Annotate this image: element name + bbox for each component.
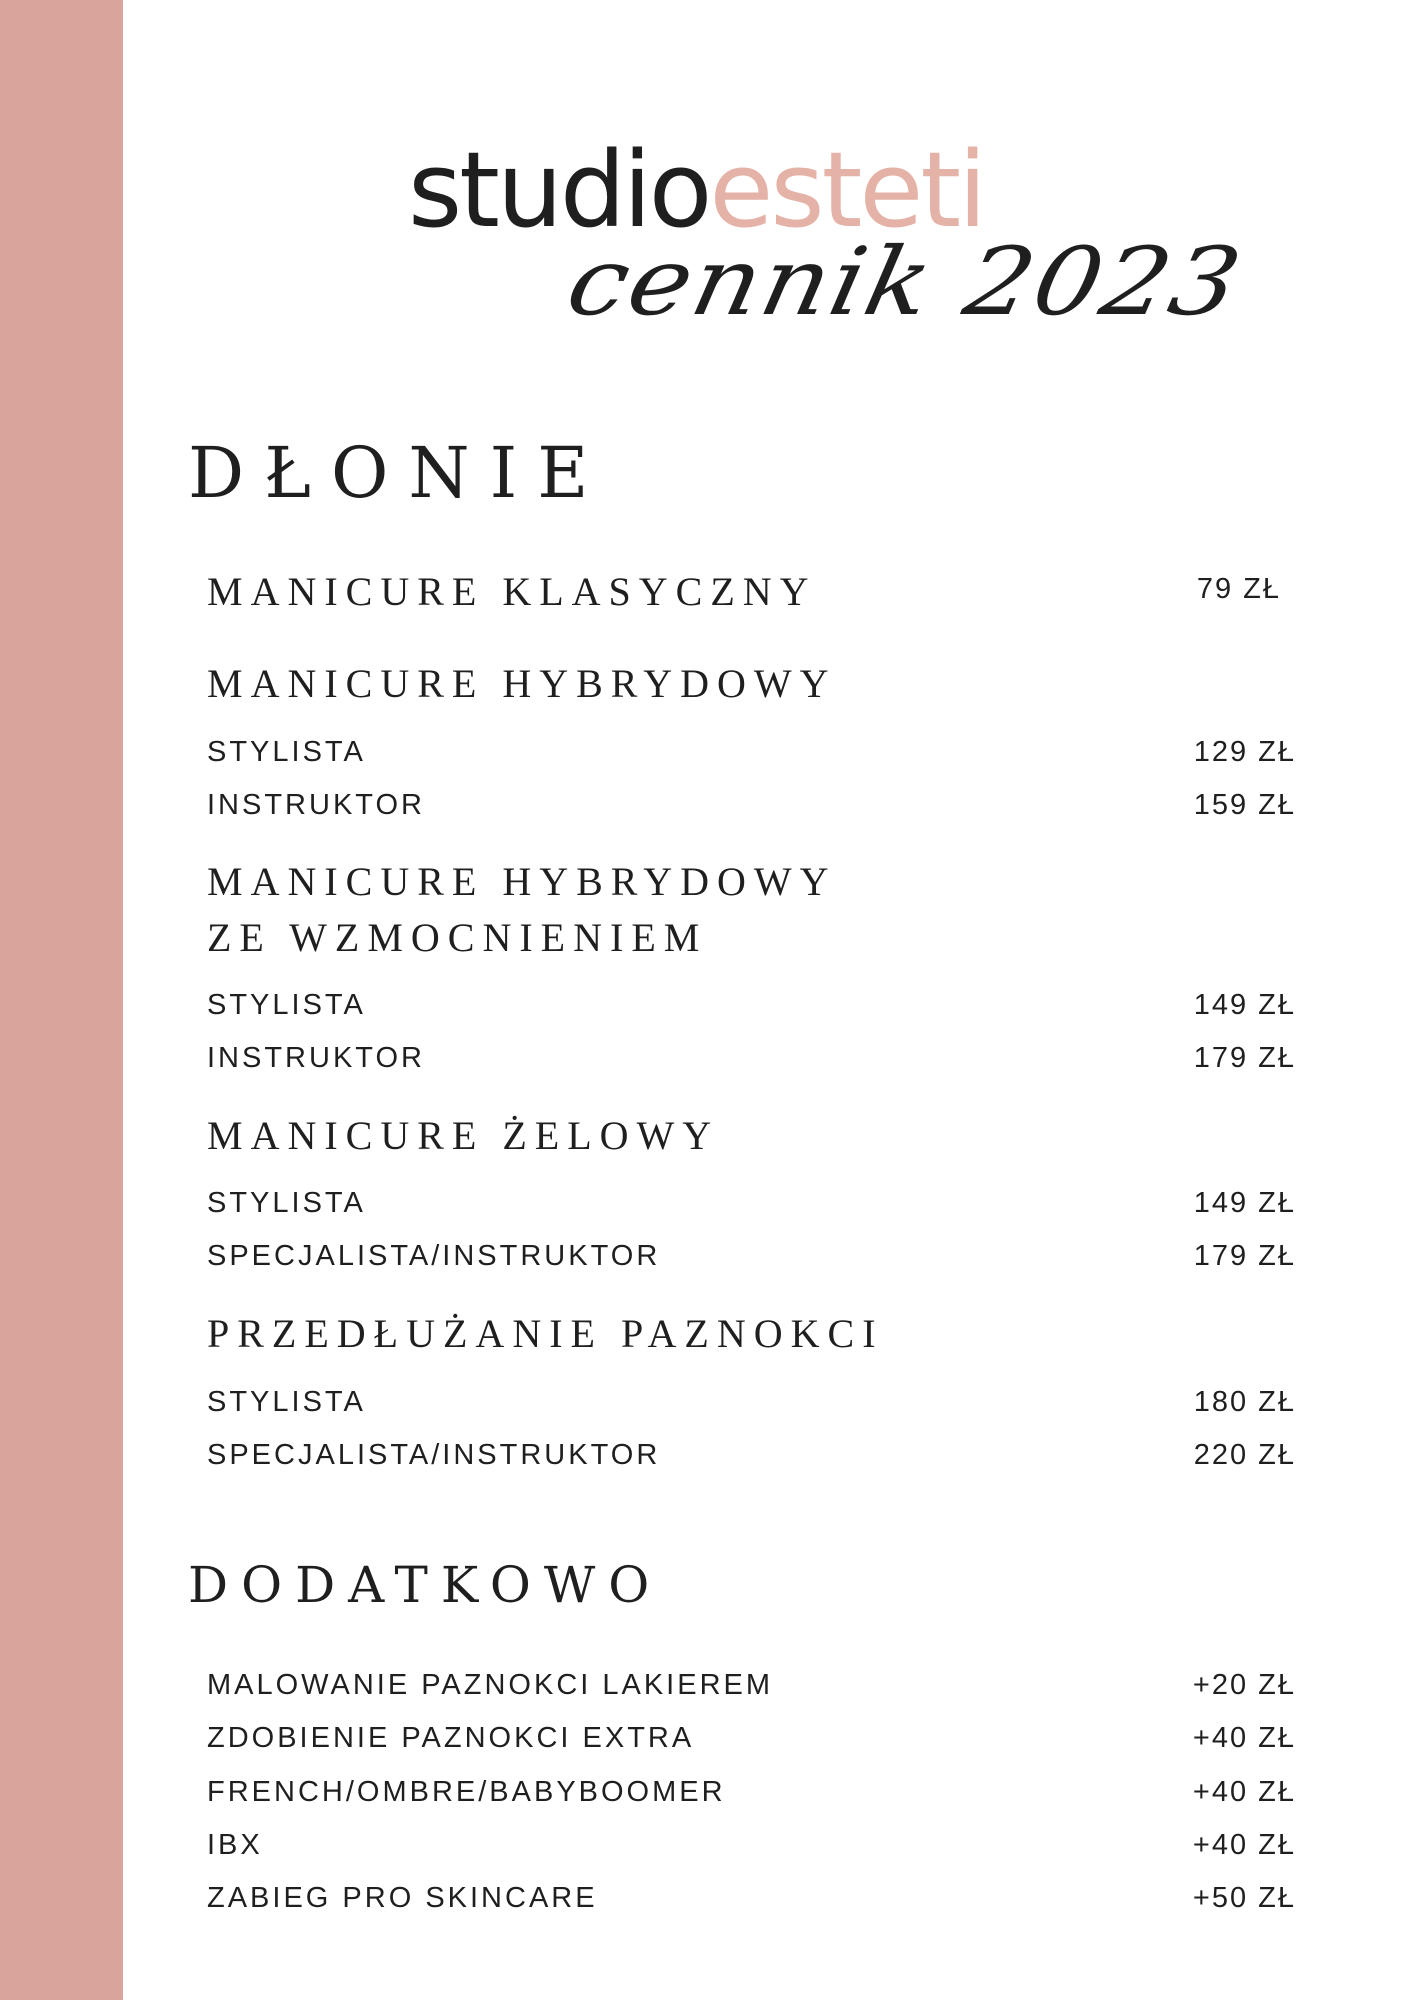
service-title-manicure-klasyczny: MANICURE KLASYCZNY <box>207 569 817 614</box>
decorative-side-bar <box>0 0 123 2000</box>
price-hybrydowy-stylista: 129 ZŁ <box>1193 736 1296 768</box>
price-ibx: +40 ZŁ <box>1192 1829 1296 1861</box>
item-label-przedluzanie-specjalista: SPECJALISTA/INSTRUKTOR <box>207 1439 661 1471</box>
logo-part-esteti: esteti <box>709 129 985 251</box>
section-title-dlonie: DŁONIE <box>188 432 609 514</box>
item-label-wzmocnienie-instruktor: INSTRUKTOR <box>207 1042 425 1074</box>
service-title-przedluzanie-paznokci: PRZEDŁUŻANIE PAZNOKCI <box>207 1311 884 1356</box>
service-title-manicure-zelowy: MANICURE ŻELOWY <box>207 1113 720 1158</box>
item-label-pro-skincare: ZABIEG PRO SKINCARE <box>207 1882 598 1914</box>
service-title-manicure-hybrydowy: MANICURE HYBRYDOWY <box>207 661 837 706</box>
item-label-malowanie-lakierem: MALOWANIE PAZNOKCI LAKIEREM <box>207 1669 774 1701</box>
logo-part-studio: studio <box>408 129 710 251</box>
price-przedluzanie-specjalista: 220 ZŁ <box>1193 1439 1296 1471</box>
price-wzmocnienie-stylista: 149 ZŁ <box>1193 989 1296 1021</box>
item-label-zelowy-specjalista: SPECJALISTA/INSTRUKTOR <box>207 1240 661 1272</box>
price-french-ombre: +40 ZŁ <box>1192 1776 1296 1808</box>
price-malowanie-lakierem: +20 ZŁ <box>1192 1669 1296 1701</box>
pricelist-subtitle: cennik 2023 <box>558 226 1252 337</box>
service-title-hybrydowy-wzmocnienie-line2: ZE WZMOCNIENIEM <box>207 915 708 960</box>
price-przedluzanie-stylista: 180 ZŁ <box>1193 1386 1296 1418</box>
section-title-dodatkowo: DODATKOWO <box>188 1556 663 1614</box>
price-pro-skincare: +50 ZŁ <box>1192 1882 1296 1914</box>
price-zdobienie-extra: +40 ZŁ <box>1192 1722 1296 1754</box>
service-title-hybrydowy-wzmocnienie-line1: MANICURE HYBRYDOWY <box>207 859 837 904</box>
item-label-french-ombre: FRENCH/OMBRE/BABYBOOMER <box>207 1776 726 1808</box>
item-label-zelowy-stylista: STYLISTA <box>207 1187 366 1219</box>
item-label-ibx: IBX <box>207 1829 263 1861</box>
price-hybrydowy-instruktor: 159 ZŁ <box>1193 789 1296 821</box>
item-label-przedluzanie-stylista: STYLISTA <box>207 1386 366 1418</box>
price-zelowy-stylista: 149 ZŁ <box>1193 1187 1296 1219</box>
item-label-zdobienie-extra: ZDOBIENIE PAZNOKCI EXTRA <box>207 1722 695 1754</box>
item-label-hybrydowy-stylista: STYLISTA <box>207 736 366 768</box>
price-wzmocnienie-instruktor: 179 ZŁ <box>1193 1042 1296 1074</box>
item-label-hybrydowy-instruktor: INSTRUKTOR <box>207 789 425 821</box>
item-label-wzmocnienie-stylista: STYLISTA <box>207 989 366 1021</box>
price-zelowy-specjalista: 179 ZŁ <box>1193 1240 1296 1272</box>
price-manicure-klasyczny: 79 ZŁ <box>1196 573 1281 605</box>
